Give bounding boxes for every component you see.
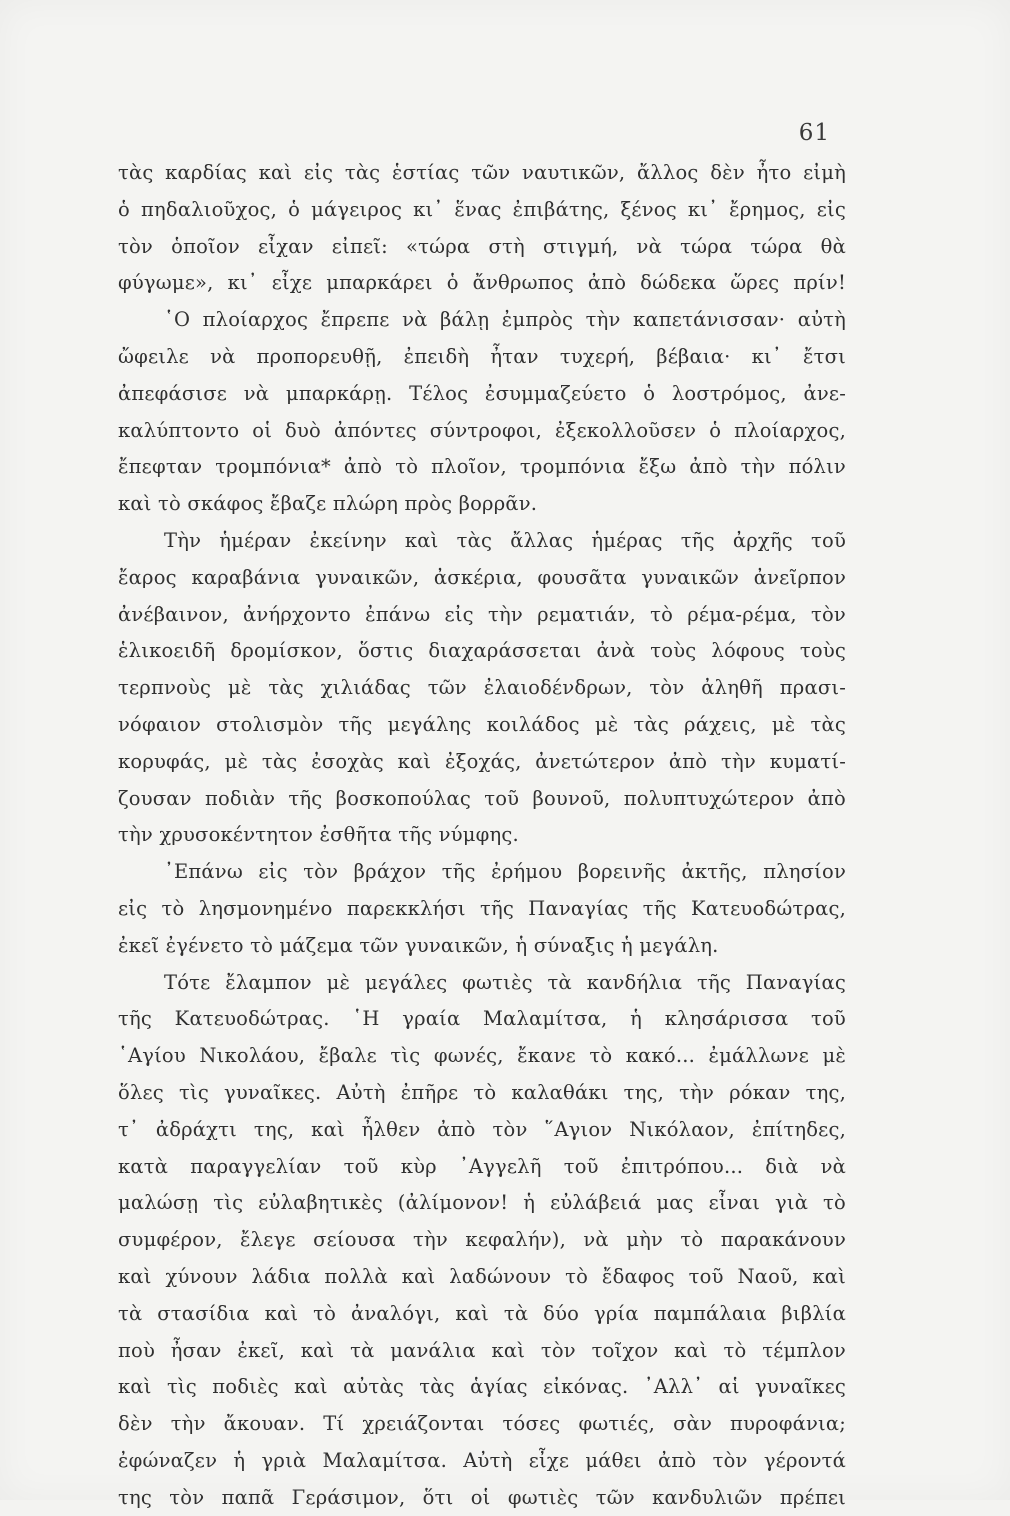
text-line: ἀνέβαινον, ἀνήρχοντο ἐπάνω εἰς τὴν ρεματιάν, τὸ ρέμα-ρέμα, τὸν [118, 602, 846, 626]
text-line: ἔαρος καραβάνια γυναικῶν, ἀσκέρια, φουσᾶτα γυναικῶν ἀνεῖρπον [118, 565, 846, 589]
text-line: ὅλες τὶς γυναῖκες. Αὐτὴ ἐπῆρε τὸ καλαθάκι της, τὴν ρόκαν της, [118, 1080, 846, 1104]
page-number: 61 [798, 120, 830, 146]
text-line: τὰς καρδίας καὶ εἰς τὰς ἑστίας τῶν ναυτικῶν, ἄλλος δὲν ἦτο εἰμὴ [118, 161, 846, 184]
text-line: νόφαιον στολισμὸν τῆς μεγάλης κοιλάδος μὲ τὰς ράχεις, μὲ τὰς [118, 712, 846, 736]
text-line: δὲν τὴν ἄκουαν. Τί χρειάζονται τόσες φωτιές, σὰν πυροφάνια; [118, 1412, 846, 1436]
text-line: φύγωμε», κι᾽ εἶχε μπαρκάρει ὁ ἄνθρωπος ἀπὸ δώδεκα ὥρες πρίν! [118, 271, 846, 295]
text-line: καὶ τὸ σκάφος ἔβαζε πλώρη πρὸς βορρᾶν. [118, 492, 538, 516]
text-line: τ᾽ ἀδράχτι της, καὶ ἦλθεν ἀπὸ τὸν ῞Αγιον Νικόλαον, ἐπίτηδες, [118, 1117, 846, 1141]
body-text [118, 155, 846, 1516]
text-line: ἀπεφάσισε νὰ μπαρκάρῃ. Τέλος ἐσυμμαζεύετο ὁ λοστρόμος, ἀνε- [118, 381, 846, 405]
text-line: καὶ χύνουν λάδια πολλὰ καὶ λαδώνουν τὸ ἔδαφος τοῦ Ναοῦ, καὶ [118, 1264, 846, 1288]
text-line: Τὴν ἡμέραν ἐκείνην καὶ τὰς ἄλλας ἡμέρας τῆς ἀρχῆς τοῦ [164, 528, 846, 552]
text-line: τὴν χρυσοκέντητον ἐσθῆτα τῆς νύμφης. [118, 823, 519, 847]
text-line: συμφέρον, ἔλεγε σείουσα τὴν κεφαλήν), νὰ μὴν τὸ παρακάνουν [118, 1228, 846, 1252]
text-line: Τότε ἔλαμπον μὲ μεγάλες φωτιὲς τὰ κανδήλια τῆς Παναγίας [164, 970, 846, 994]
text-line: τερπνοὺς μὲ τὰς χιλιάδας τῶν ἐλαιοδένδρων, τὸν ἀληθῆ πρασι- [118, 676, 846, 700]
text-line: καλύπτοντο οἱ δυὸ ἀπόντες σύντροφοι, ἐξεκολλοῦσεν ὁ πλοίαρχος, [118, 418, 846, 442]
text-line: ἑλικοειδῆ δρομίσκον, ὅστις διαχαράσσεται ἀνὰ τοὺς λόφους τοὺς [118, 639, 846, 663]
text-line: τὰ στασίδια καὶ τὸ ἀναλόγι, καὶ τὰ δύο γρία παμπάλαια βιβλία [118, 1301, 846, 1325]
text-line: ἐφώναζεν ἡ γριὰ Μαλαμίτσα. Αὐτὴ εἶχε μάθει ἀπὸ τὸν γέροντά [118, 1448, 846, 1472]
text-line: καὶ τὶς ποδιὲς καὶ αὐτὰς τὰς ἁγίας εἰκόνας. ᾽Αλλ᾽ αἱ γυναῖκες [118, 1375, 846, 1399]
text-line: ὁ πηδαλιοῦχος, ὁ μάγειρος κι᾽ ἕνας ἐπιβάτης, ξένος κι᾽ ἔρημος, εἰς [118, 197, 846, 221]
text-line: ᾽Επάνω εἰς τὸν βράχον τῆς ἐρήμου βορεινῆς ἀκτῆς, πλησίον [164, 860, 846, 884]
text-line: ἔπεφταν τρομπόνια* ἀπὸ τὸ πλοῖον, τρομπόνια ἔξω ἀπὸ τὴν πόλιν [118, 455, 846, 479]
text-line: κατὰ παραγγελίαν τοῦ κὺρ ᾽Αγγελῆ τοῦ ἐπιτρόπου... διὰ νὰ [118, 1154, 846, 1178]
text-line: ἐκεῖ ἐγένετο τὸ μάζεμα τῶν γυναικῶν, ἡ σύναξις ἡ μεγάλη. [118, 933, 719, 957]
text-line: τῆς Κατευοδώτρας. ῾Η γραία Μαλαμίτσα, ἡ κλησάρισσα τοῦ [118, 1007, 846, 1031]
text-line: τὸν ὁποῖον εἶχαν εἰπεῖ: «τώρα στὴ στιγμή, νὰ τώρα τώρα θὰ [118, 234, 846, 258]
text-line: ῾Αγίου Νικολάου, ἔβαλε τὶς φωνές, ἔκανε τὸ κακό... ἐμάλλωνε μὲ [118, 1044, 846, 1068]
text-line: ζουσαν ποδιὰν τῆς βοσκοπούλας τοῦ βουνοῦ, πολυπτυχώτερον ἀπὸ [118, 786, 846, 810]
text-line: κορυφάς, μὲ τὰς ἐσοχὰς καὶ ἐξοχάς, ἀνετώτερον ἀπὸ τὴν κυματί- [118, 749, 846, 773]
text-line: εἰς τὸ λησμονημένο παρεκκλήσι τῆς Παναγίας τῆς Κατευοδώτρας, [118, 896, 846, 920]
text-line: μαλώσῃ τὶς εὐλαβητικὲς (ἀλίμονον! ἡ εὐλάβειά μας εἶναι γιὰ τὸ [118, 1191, 846, 1215]
text-line: ποὺ ἦσαν ἐκεῖ, καὶ τὰ μανάλια καὶ τὸν τοῖχον καὶ τὸ τέμπλον [118, 1338, 846, 1362]
text-line: ῾Ο πλοίαρχος ἔπρεπε νὰ βάλῃ ἐμπρὸς τὴν καπετάνισσαν· αὐτὴ [164, 308, 846, 332]
text-line: ὤφειλε νὰ προπορευθῇ, ἐπειδὴ ἦταν τυχερή, βέβαια· κι᾽ ἔτσι [118, 344, 846, 368]
text-line: της τὸν παπᾶ Γεράσιμον, ὅτι οἱ φωτιὲς τῶν κανδυλιῶν πρέπει [118, 1485, 846, 1509]
